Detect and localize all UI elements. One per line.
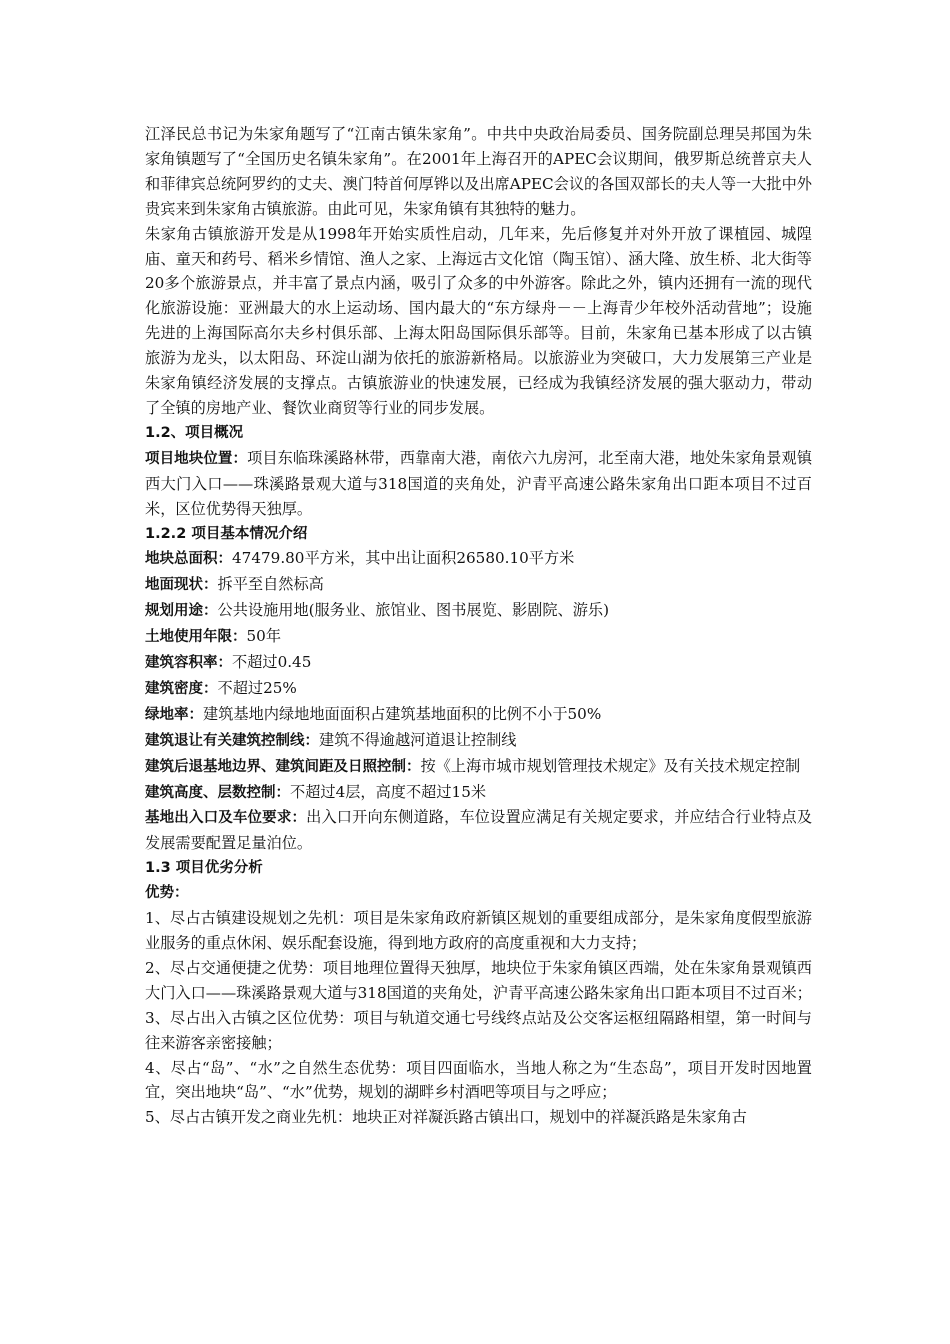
field-value: 建筑不得逾越河道退让控制线 — [319, 730, 517, 749]
advantages-label: 优势： — [145, 885, 189, 902]
advantage-item: 3、尽占出入古镇之区位优势：项目与轨道交通七号线终点站及公交客运枢纽隔路相望，第一时间与往来游客亲密接触； — [145, 1008, 812, 1052]
info-item — [145, 546, 812, 572]
info-item — [145, 572, 812, 598]
field-label: 土地使用年限： — [145, 629, 247, 646]
advantage-item: 1、尽占古镇建设规划之先机：项目是朱家角政府新镇区规划的重要组成部分，是朱家角度假型旅游业服务的重点休闲、娱乐配套设施，得到地方政府的高度重视和大力支持； — [145, 909, 812, 952]
info-item — [145, 780, 812, 806]
info-item — [145, 624, 812, 650]
document-page — [145, 122, 812, 1130]
field-label: 建筑容积率： — [145, 655, 232, 672]
field-value: 不超过4层，高度不超过15米 — [290, 782, 487, 801]
info-item — [145, 702, 812, 728]
field-value: 47479.80平方米，其中出让面积26580.10平方米 — [232, 549, 575, 568]
field-value: 公共设施用地(服务业、旅馆业、图书展览、影剧院、游乐) — [217, 601, 610, 620]
field-value: 50年 — [246, 627, 282, 646]
field-value: 拆平至自然标高 — [217, 575, 324, 594]
field-label: 建筑后退基地边界、建筑间距及日照控制： — [145, 758, 421, 775]
advantage-item: 5、尽占古镇开发之商业先机：地块正对祥凝浜路古镇出口，规划中的祥凝浜路是朱家角古 — [145, 1108, 747, 1127]
field-label: 项目地块位置： — [145, 450, 248, 467]
field-label: 建筑密度： — [145, 680, 218, 697]
info-item — [145, 728, 812, 754]
field-label: 绿地率： — [145, 706, 203, 723]
field-label: 地面现状： — [145, 577, 218, 594]
intro-paragraph: 江泽民总书记为朱家角题写了“江南古镇朱家角”。中共中央政治局委员、国务院副总理吴邦国为朱家角镇题写了“全国历史名镇朱家角”。在2001年上海召开的APEC会议期间，俄罗斯总统普京夫人和菲律宾总统阿罗约的丈夫、澳门特首何厚铧以及出席APEC会议的各国双部长的夫人等一大批中外贵宾来到朱家角古镇旅游。由此可见，朱家角镇有其独特的魅力。 — [145, 125, 812, 218]
field-value: 出入口开向东侧道路，车位设置应满足有关规定要求，并应结合行业特点及发展需要配置足量泊位。 — [145, 808, 813, 853]
field-label: 建筑退让有关建筑控制线： — [145, 732, 319, 749]
advantage-item: 4、尽占“岛”、“水”之自然生态优势：项目四面临水，当地人称之为“生态岛”，项目开发时因地置宜，突出地块“岛”、“水”优势，规划的湖畔乡村酒吧等项目与之呼应； — [145, 1058, 812, 1102]
info-item — [145, 805, 812, 856]
field-label: 规划用途： — [145, 603, 218, 620]
field-label: 地块总面积： — [145, 551, 232, 568]
field-value: 项目东临珠溪路林带，西靠南大港，南依六九房河，北至南大港，地处朱家角景观镇西大门入口——珠溪路景观大道与318国道的夹角处，沪青平高速公路朱家角出口距本项目不过百米，区位优势得天独厚。 — [145, 448, 813, 518]
field-value: 不超过0.45 — [232, 653, 312, 672]
info-item — [145, 676, 812, 702]
section-heading: 1.2、项目概况 — [145, 424, 244, 441]
field-value: 建筑基地内绿地地面面积占建筑基地面积的比例不小于50% — [203, 704, 602, 723]
info-item — [145, 598, 812, 624]
section-heading: 1.2.2 项目基本情况介绍 — [145, 525, 308, 542]
section-heading: 1.3 项目优劣分析 — [145, 860, 263, 877]
field-label: 建筑高度、层数控制： — [145, 784, 290, 801]
field-value: 按《上海市城市规划管理技术规定》及有关技术规定控制 — [420, 756, 801, 775]
field-label: 基地出入口及车位要求： — [145, 810, 307, 827]
info-item — [145, 650, 812, 676]
field-value: 不超过25% — [217, 678, 297, 697]
info-item — [145, 754, 812, 780]
intro-paragraph: 朱家角古镇旅游开发是从1998年开始实质性启动，几年来，先后修复并对外开放了课植园、城隍庙、童天和药号、稻米乡情馆、渔人之家、上海远古文化馆（陶玉馆）、涵大隆、放生桥、北大街等20多个旅游景点，并丰富了景点内涵，吸引了众多的中外游客。除此之外，镇内还拥有一流的现代化旅游设施：亚洲最大的水上运动场、国内最大的“东方绿舟－－上海青少年校外活动营地”；设施先进的上海国际高尔夫乡村俱乐部、上海太阳岛国际俱乐部等。目前，朱家角已基本形成了以古镇旅游为龙头，以太阳岛、环淀山湖为依托的旅游新格局。以旅游业为突破口，大力发展第三产业是朱家角镇经济发展的支撑点。古镇旅游业的快速发展，已经成为我镇经济发展的强大驱动力，带动了全镇的房地产业、餐饮业商贸等行业的同步发展。 — [145, 224, 812, 417]
advantage-item: 2、尽占交通便捷之优势：项目地理位置得天独厚，地块位于朱家角镇区西端，处在朱家角景观镇西大门入口——珠溪路景观大道与318国道的夹角处，沪青平高速公路朱家角出口距本项目不过百米； — [145, 958, 812, 1002]
project-location — [145, 446, 812, 522]
